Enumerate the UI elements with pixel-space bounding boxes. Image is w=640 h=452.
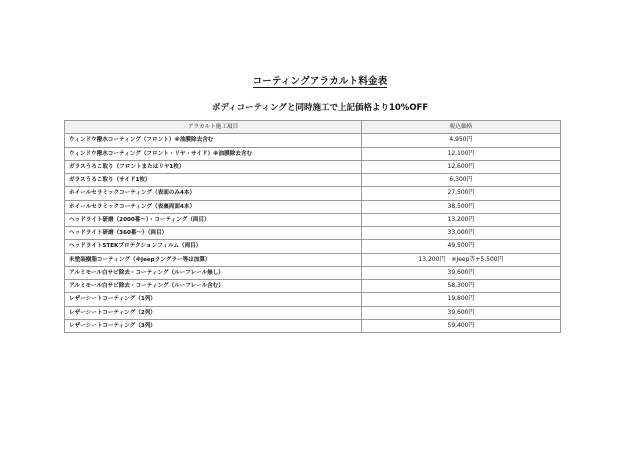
header-price: 税込価格 xyxy=(362,121,561,134)
item-price: 33,000円 xyxy=(362,227,561,240)
item-name: ガラスうろこ取り（サイド1枚） xyxy=(65,174,362,187)
table-row xyxy=(65,280,561,293)
table-row xyxy=(65,227,561,240)
item-name: アルミモール白サビ除去・コーティング（ルーフレール無し） xyxy=(65,266,362,279)
item-name: ウィンドウ撥水コーティング（フロント・リヤ・サイド）※油膜除去含む xyxy=(65,147,362,160)
item-name: ガラスうろこ取り（フロントまたはリヤ1枚） xyxy=(65,160,362,173)
item-name: レザーシートコーティング（1列） xyxy=(65,293,362,306)
table-row xyxy=(65,187,561,200)
table-row xyxy=(65,174,561,187)
page-title xyxy=(0,73,640,87)
item-name: ウィンドウ撥水コーティング（フロント）※油膜除去含む xyxy=(65,134,362,147)
item-name: ヘッドライト研磨（2000番〜）・コーティング（両目） xyxy=(65,213,362,226)
item-price: 13,200円 xyxy=(362,213,561,226)
table-row xyxy=(65,306,561,319)
item-price: 6,300円 xyxy=(362,174,561,187)
item-price: 38,500円 xyxy=(362,200,561,213)
item-price: 39,600円 xyxy=(362,306,561,319)
table-row xyxy=(65,266,561,279)
item-name: ヘッドライト研磨（360番〜）（両目） xyxy=(65,227,362,240)
price-table xyxy=(64,120,561,333)
item-name: レザーシートコーティング（2列） xyxy=(65,306,362,319)
item-name: アルミモール白サビ除去・コーティング（ルーフレール含む） xyxy=(65,280,362,293)
table-row xyxy=(65,253,561,266)
item-price: 59,400円 xyxy=(362,319,561,332)
item-price: 49,500円 xyxy=(362,240,561,253)
table-row xyxy=(65,213,561,226)
item-price: 12,600円 xyxy=(362,160,561,173)
item-price: 19,800円 xyxy=(362,293,561,306)
table-row xyxy=(65,319,561,332)
item-price: 27,500円 xyxy=(362,187,561,200)
item-price: 4,950円 xyxy=(362,134,561,147)
page-title-text: コーティングアラカルト料金表 xyxy=(252,76,388,87)
table-row xyxy=(65,200,561,213)
item-price: 39,600円 xyxy=(362,266,561,279)
table-header-row xyxy=(65,121,561,134)
item-price: 13,200円 ※Jeep等+5,500円 xyxy=(362,253,561,266)
item-price: 58,300円 xyxy=(362,280,561,293)
item-name: ヘッドライトSTEKプロテクションフィルム（両目） xyxy=(65,240,362,253)
item-name: 未塗装樹脂コーティング（※Jeepラングラー等は加算） xyxy=(65,253,362,266)
table-row xyxy=(65,134,561,147)
table-row xyxy=(65,147,561,160)
table-row xyxy=(65,160,561,173)
item-name: ホイールセラミックコーティング（表裏両面4本） xyxy=(65,200,362,213)
discount-note: ボディコーティングと同時施工で上記価格より10%OFF xyxy=(211,103,429,113)
header-item: アラカルト施工項目 xyxy=(65,121,362,134)
item-price: 12,100円 xyxy=(362,147,561,160)
item-name: ホイールセラミックコーティング（表面のみ4本） xyxy=(65,187,362,200)
item-name: レザーシートコーティング（3列） xyxy=(65,319,362,332)
table-row xyxy=(65,240,561,253)
table-row xyxy=(65,293,561,306)
